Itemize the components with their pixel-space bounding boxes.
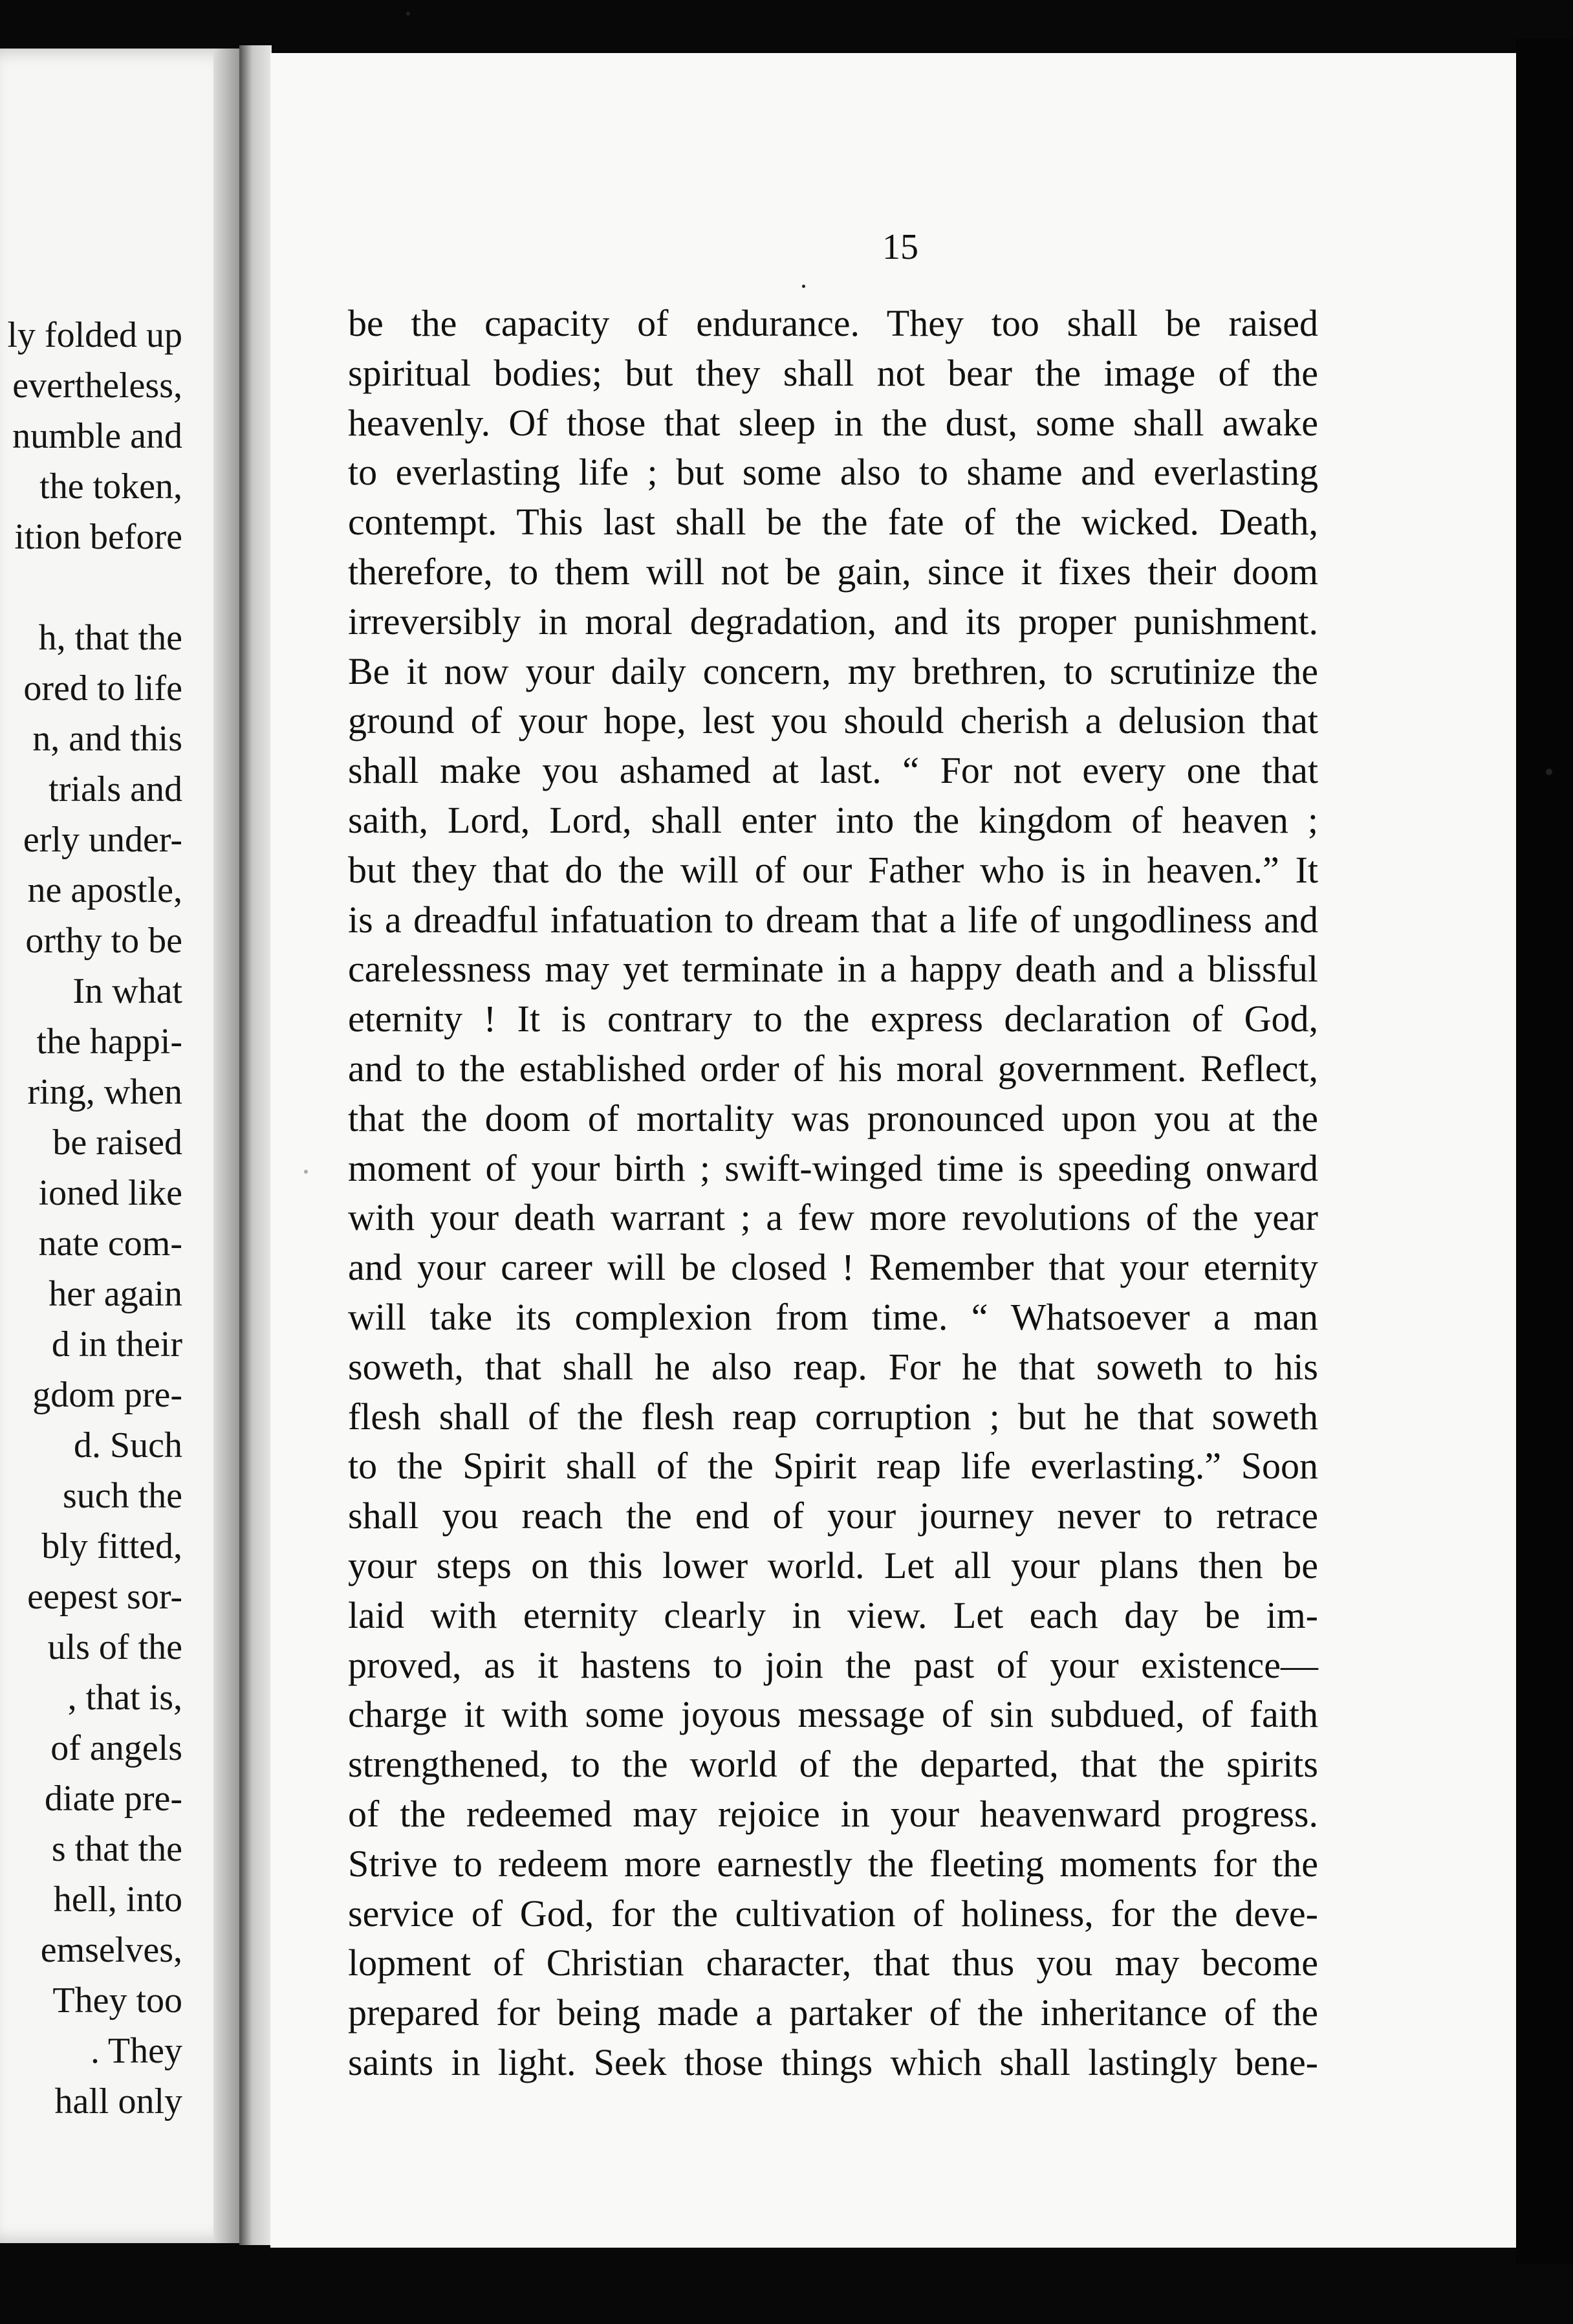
text-line: heavenly. Of those that sleep in the dust, some shall awake bbox=[348, 401, 1318, 444]
left-text-line: evertheless, bbox=[12, 366, 182, 406]
left-text-line: hell, into bbox=[53, 1880, 182, 1920]
text-line: be the capacity of endurance. They too shall be raised bbox=[348, 302, 1318, 344]
text-line: your steps on this lower world. Let all your plans then be bbox=[348, 1544, 1318, 1586]
text-line: strengthened, to the world of the departed, that the spirits bbox=[348, 1743, 1318, 1786]
left-text-line bbox=[0, 562, 182, 613]
left-text-line: ioned like bbox=[38, 1173, 182, 1213]
left-page-text bbox=[0, 310, 182, 2127]
left-text-line: the happi- bbox=[36, 1022, 182, 1062]
text-line: Be it now your daily concern, my brethren, to scrutinize the bbox=[348, 650, 1318, 692]
left-text-line: gdom pre- bbox=[32, 1375, 182, 1415]
text-line: proved, as it hastens to join the past of your existence— bbox=[348, 1643, 1318, 1686]
left-text-line: trials and bbox=[49, 769, 182, 809]
text-line: that the doom of mortality was pronounced upon you at the bbox=[348, 1097, 1318, 1139]
left-text-line: ition before bbox=[14, 517, 182, 557]
left-text-line: uls of the bbox=[47, 1627, 182, 1667]
left-text-line: In what bbox=[72, 971, 182, 1011]
left-text-line: be raised bbox=[52, 1123, 182, 1163]
left-text-line: d. Such bbox=[74, 1425, 182, 1465]
text-line: and your career will be closed ! Remember that your eternity bbox=[348, 1246, 1318, 1289]
dust-speck bbox=[802, 285, 805, 288]
left-text-line: orthy to be bbox=[25, 921, 182, 961]
left-page-fragment bbox=[0, 49, 239, 2243]
left-text-line: nate com- bbox=[38, 1223, 182, 1264]
text-line: irreversibly in moral degradation, and its proper punishment. bbox=[348, 600, 1318, 642]
text-line: will take its complexion from time. “ Whatsoever a man bbox=[348, 1295, 1318, 1338]
text-line: therefore, to them will not be gain, since it fixes their doom bbox=[348, 550, 1318, 593]
dust-speck bbox=[304, 1170, 308, 1174]
left-text-line: of angels bbox=[50, 1728, 182, 1768]
text-line: charge it with some joyous message of sin subdued, of faith bbox=[348, 1693, 1318, 1736]
left-text-line: They too bbox=[52, 1980, 182, 2021]
book-spine bbox=[239, 45, 272, 2245]
left-text-line: erly under- bbox=[23, 820, 182, 860]
left-text-line: numble and bbox=[12, 416, 182, 456]
text-line: of the redeemed may rejoice in your heavenward progress. bbox=[348, 1792, 1318, 1835]
text-line: with your death warrant ; a few more revolutions of the year bbox=[348, 1196, 1318, 1239]
scan-right-edge bbox=[1516, 39, 1573, 2264]
left-text-line: d in their bbox=[51, 1324, 182, 1365]
left-text-line: s that the bbox=[51, 1829, 182, 1869]
text-line: moment of your birth ; swift-winged time is speeding onward bbox=[348, 1146, 1318, 1189]
text-line: prepared for being made a partaker of the inheritance of the bbox=[348, 1991, 1318, 2034]
dust-speck bbox=[406, 12, 410, 16]
text-line: saith, Lord, Lord, shall enter into the kingdom of heaven ; bbox=[348, 798, 1318, 841]
text-line: soweth, that shall he also reap. For he that soweth to his bbox=[348, 1345, 1318, 1388]
left-text-line: the token, bbox=[39, 466, 182, 507]
page-number: 15 bbox=[882, 227, 918, 267]
left-text-line: ly folded up bbox=[7, 315, 182, 355]
text-line: to the Spirit shall of the Spirit reap life everlasting.” Soon bbox=[348, 1445, 1318, 1487]
text-line: laid with eternity clearly in view. Let each day be im- bbox=[348, 1594, 1318, 1636]
text-line: ground of your hope, lest you should cherish a delusion that bbox=[348, 699, 1318, 742]
text-line: Strive to redeem more earnestly the fleeting moments for the bbox=[348, 1842, 1318, 1885]
left-text-line: ne apostle, bbox=[27, 870, 182, 910]
left-text-line: her again bbox=[49, 1274, 182, 1314]
left-text-line: h, that the bbox=[38, 618, 182, 658]
left-text-line: diate pre- bbox=[45, 1779, 182, 1819]
text-line: is a dreadful infatuation to dream that a life of ungodliness and bbox=[348, 898, 1318, 941]
text-line: and to the established order of his moral government. Reflect, bbox=[348, 1047, 1318, 1090]
text-line: flesh shall of the flesh reap corruption ; but he that soweth bbox=[348, 1395, 1318, 1438]
dust-speck bbox=[1546, 769, 1552, 775]
text-line: contempt. This last shall be the fate of the wicked. Death, bbox=[348, 501, 1318, 543]
left-text-line: emselves, bbox=[40, 1930, 182, 1970]
left-text-line: n, and this bbox=[32, 719, 182, 759]
text-line: to everlasting life ; but some also to shame and everlasting bbox=[348, 451, 1318, 494]
body-text bbox=[348, 299, 1318, 2088]
text-line: spiritual bodies; but they shall not bear the image of the bbox=[348, 351, 1318, 394]
left-text-line: ored to life bbox=[23, 668, 182, 708]
text-line: carelessness may yet terminate in a happy death and a blissful bbox=[348, 948, 1318, 991]
left-text-line: . They bbox=[90, 2031, 182, 2071]
text-line: service of God, for the cultivation of holiness, for the deve- bbox=[348, 1892, 1318, 1935]
text-line: lopment of Christian character, that thus you may become bbox=[348, 1942, 1318, 1984]
text-line: but they that do the will of our Father who is in heaven.” It bbox=[348, 848, 1318, 891]
text-line: saints in light. Seek those things which shall lastingly bene- bbox=[348, 2041, 1318, 2083]
left-text-line: such the bbox=[62, 1476, 182, 1516]
left-text-line: bly fitted, bbox=[41, 1526, 182, 1566]
left-text-line: eepest sor- bbox=[27, 1577, 182, 1617]
left-text-line: hall only bbox=[54, 2081, 182, 2121]
text-line: eternity ! It is contrary to the express declaration of God, bbox=[348, 998, 1318, 1040]
left-text-line: , that is, bbox=[67, 1678, 182, 1718]
left-text-line: ring, when bbox=[27, 1072, 182, 1112]
gutter-shadow bbox=[213, 49, 239, 2243]
text-line: shall you reach the end of your journey never to retrace bbox=[348, 1495, 1318, 1537]
text-line: shall make you ashamed at last. “ For not every one that bbox=[348, 749, 1318, 792]
right-page bbox=[270, 53, 1520, 2248]
